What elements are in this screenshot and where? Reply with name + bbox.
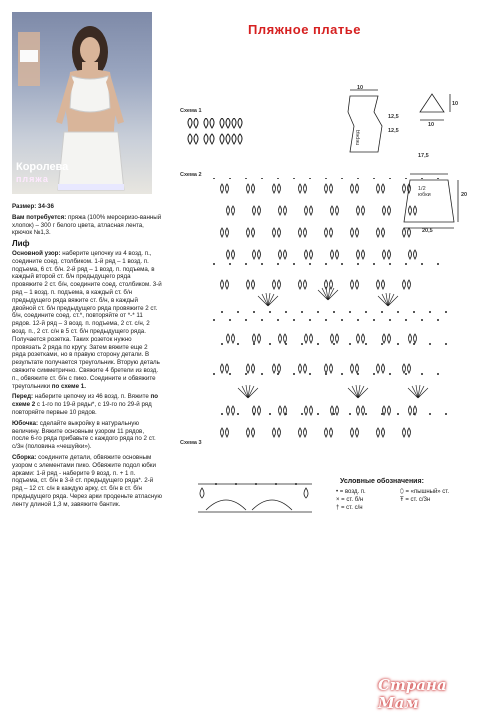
dim-triangle-h: 10 [452,101,459,107]
puff-icon: ⬯ [400,489,406,495]
scheme1-label: Схема 1 [180,108,202,114]
front-label: перед [355,130,361,146]
materials-paragraph [12,214,162,237]
legend-right [400,488,480,504]
scheme3-diagram [196,480,314,520]
assembly-text: соедините детали, обвяжите основным узором с элементами пико. Обвяжите подол юбки арками: 1-й ряд - наберите 9 возд. п. + 1 п. подъема, ст. б/н в 3-й ст. предыдущего ряда*. 2-й ряд – 12 ст. с/н в каждую арку, ст. б/н в ст. б/н предыдущего ряда. Через арки проденьте атласную ленту длиной 1,3 м, завяжите бантик. [12,453,162,508]
cover-title: Королева [16,161,69,173]
legend-chain: • = возд. п. [336,489,366,495]
dim-skirt-top: 17,5 [418,153,429,159]
legend-sc: × = ст. б/н [336,497,364,503]
pattern-ref: по схеме 1. [51,382,86,390]
dim-triangle-w: 10 [428,122,435,128]
page-title: Пляжное платье [248,22,361,37]
scheme3-label: Схема 3 [180,440,202,446]
legend-treble: Ŧ = ст. с/3н [400,497,431,503]
dim-side-a: 12,5 [388,114,399,120]
dim-skirt-bottom: 20,5 [422,228,433,234]
dim-side-b: 12,5 [388,128,399,134]
cover-subtitle: пляжа [16,174,49,184]
watermark: Страна Мам [378,676,447,712]
treble-icon: Ŧ [400,497,406,503]
materials-heading: Вам потребуется: [12,213,67,221]
dim-top-width: 10 [357,85,364,91]
materials-text: пряжа (100% мерсеризо-ванный хлопок) – 300 г белого цвета, атласная лента, крючок №1,3. [12,213,162,237]
instructions-text [12,203,162,511]
front-paragraph [12,393,162,416]
front-text: наберите цепочку из 46 возд. п. Вяжите [34,393,149,401]
legend-title: Условные обозначения: [340,478,424,485]
pattern-paragraph [12,250,162,390]
assembly-paragraph [12,454,162,509]
pattern-heading: Основной узор: [12,249,61,257]
skirt-text: сделайте выкройку в натуральную величину. Вяжите основным узором 11 рядов, после 6-го ряда прибавьте с каждого ряда по 2 ст. с/3н (половина «чешуйки»). [12,419,156,451]
legend-left [336,488,406,512]
assembly-heading: Сборка: [12,453,37,461]
legend-dc: † = ст. с/н [336,505,363,511]
pattern-text: наберите цепочку из 4 возд. п., соедините соед. столбиком. 1-й ряд – 1 возд. п. подъема, 6 ст. б/н. 2-й ряд – 1 возд. п. подъема, в каждый второй ст. б/н предыдущего ряда провяжите 2 ст. б/н, соедините соед. столбиком. 3-й ряд – 1 возд. п. подъема, в каждый ст. б/н предыдущего ряда вяжите ст. б/н, в каждый двойной ст. б/н предыдущего ряда провяжите 2 ст. б/н, соедините соед. ст.*, повторяйте от *-* 11 рядов. 12-й ряд – 3 возд. п. подъема, 2 ст. с/н, 2 возд. п., 2 ст. с/н в 5 ст. б/н предыдущего ряда. Получается розетка. Таких розеток нужно провязать 2 ряда по кругу. Затем вяжите еще 2 ряда розетками, но в правую сторону детали. В результате получается треугольник. Вторую деталь свяжите симметрично. Свяжите 4 бретели из возд. п., обвяжите ст. б/н с пико. Соедините и обвяжите треугольники [12,249,162,390]
dim-skirt-height: 20 [461,192,468,198]
bodice-heading: Лиф [12,239,30,249]
front-rest: с 1-го по 19-й ряды*, с 19-го по 29-й ряд повторяйте первые 10 рядов. [12,401,152,416]
scheme2-diagram [208,178,458,440]
size-line: Размер: 34-36 [12,203,54,210]
skirt-half-label: 1/2 юбки [418,186,431,198]
scheme1-diagram [186,118,246,152]
cover-photo [12,12,152,194]
front-heading: Перед: [12,393,34,401]
skirt-heading: Юбочка: [12,419,39,427]
legend-puff: ⬯ = «пышный» ст. [400,489,450,495]
skirt-paragraph [12,420,162,451]
scheme2-label: Схема 2 [180,172,202,178]
front-ref: по схеме 2 [12,393,159,409]
